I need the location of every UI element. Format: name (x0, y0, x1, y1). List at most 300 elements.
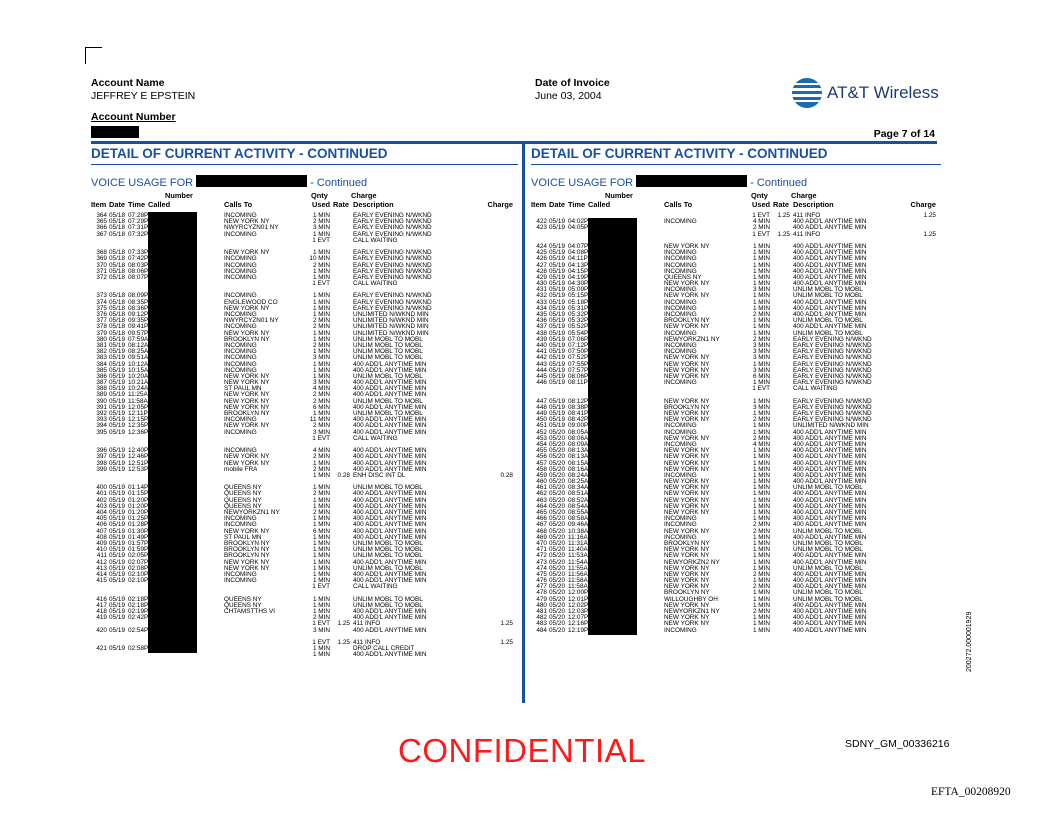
date-cell: 05/19 (549, 311, 565, 318)
item-cell: 426 (536, 255, 547, 263)
time-cell: 12:01P (568, 595, 589, 603)
date-cell: 05/20 (549, 533, 565, 541)
description-cell: 411 INFO (793, 212, 821, 219)
time-cell: 05:31P (568, 304, 589, 312)
left-column (91, 146, 518, 659)
item-cell: 480 (536, 601, 547, 609)
used-cell: 2 MIN (752, 608, 770, 615)
voice-usage-heading (531, 175, 941, 189)
calls-to-cell: BROOKLYN NY (664, 589, 710, 597)
item-cell: 428 (536, 267, 547, 275)
description-cell: 400 ADD'L ANYTIME MIN (353, 403, 427, 411)
called-number-redaction (148, 212, 197, 653)
item-cell: 366 (96, 224, 107, 232)
date-cell: 05/19 (109, 608, 125, 615)
used-cell: 4 MIN (312, 447, 330, 455)
time-cell: 08:13A (568, 447, 589, 455)
date-cell: 05/19 (109, 403, 125, 411)
used-cell: 1 MIN (312, 459, 330, 467)
used-cell: 3 MIN (752, 366, 770, 374)
description-cell: ENH DISC INT DL (353, 471, 406, 479)
used-cell: 1 EVT (752, 230, 770, 238)
description-cell: 400 ADD'L ANYTIME MIN (793, 583, 867, 591)
date-cell: 05/18 (109, 261, 125, 269)
used-cell: 3 MIN (312, 354, 330, 362)
time-cell: 09:00P (568, 422, 589, 430)
item-cell: 416 (96, 595, 107, 603)
date-cell: 05/20 (549, 577, 565, 585)
date-cell: 05/19 (109, 527, 125, 535)
voice-usage-label: VOICE USAGE FOR (531, 177, 634, 189)
used-cell: 1 MIN (752, 509, 770, 516)
date-cell: 05/18 (109, 329, 125, 337)
item-cell: 372 (96, 273, 107, 281)
description-cell: 400 ADD'L ANYTIME MIN (353, 496, 427, 504)
item-cell: 406 (96, 521, 107, 529)
calls-to-cell: INCOMING (664, 515, 697, 523)
time-cell: 01:20P (128, 502, 149, 510)
date-cell: 05/19 (109, 645, 125, 653)
time-cell: 05:18P (568, 298, 589, 306)
item-cell: 371 (96, 267, 107, 275)
confidential-stamp: CONFIDENTIAL (398, 732, 647, 769)
description-cell: EARLY EVENING N/WKND (353, 218, 432, 226)
calls-to-cell: NEW YORK NY (664, 459, 710, 467)
item-cell: 465 (536, 509, 547, 516)
description-cell: UNLIMITED N/WKND MIN (353, 311, 429, 318)
date-cell: 05/19 (109, 341, 125, 349)
calls-to-cell: NEW YORK NY (664, 552, 710, 560)
date-cell: 05/18 (109, 212, 125, 219)
date-cell: 05/20 (549, 626, 565, 634)
date-cell: 05/19 (109, 595, 125, 603)
date-cell: 05/20 (549, 558, 565, 566)
charge-cell: 1.25 (923, 230, 936, 238)
calls-to-cell: NEWYORKZN1 NY (664, 335, 720, 343)
used-cell: 1 MIN (312, 645, 330, 653)
time-cell: 04:19P (568, 273, 589, 281)
item-cell: 419 (96, 614, 107, 622)
date-cell: 05/18 (109, 311, 125, 318)
date-cell: 05/19 (109, 509, 125, 516)
description-cell: 400 ADD'L ANYTIME MIN (353, 447, 427, 455)
date-cell: 05/20 (549, 546, 565, 554)
date-cell: 05/20 (549, 459, 565, 467)
att-wireless-logo (792, 78, 939, 108)
used-cell: 2 MIN (752, 570, 770, 578)
calls-to-cell: QUEENS NY (224, 601, 262, 609)
account-number-redaction (91, 126, 139, 138)
date-cell: 05/19 (549, 366, 565, 374)
time-cell: 12:15P (128, 416, 149, 424)
used-cell: 2 MIN (312, 509, 330, 516)
calls-to-cell: INCOMING (224, 570, 257, 578)
used-cell: 1 MIN (752, 471, 770, 479)
description-cell: 400 ADD'L ANYTIME MIN (353, 570, 427, 578)
item-cell: 401 (96, 490, 107, 498)
used-cell: 1 MIN (752, 496, 770, 504)
time-cell: 11:54A (568, 558, 588, 566)
description-cell: UNLIM MOBL TO MOBL (793, 589, 863, 597)
calls-to-cell: NEW YORK NY (664, 360, 710, 368)
description-cell: 400 ADD'L ANYTIME MIN (793, 496, 867, 504)
used-cell: 2 MIN (312, 261, 330, 269)
calls-to-cell: QUEENS NY (664, 273, 702, 281)
time-cell: 05:32P (568, 311, 589, 318)
calls-to-cell: NEW YORK NY (224, 459, 270, 467)
time-cell: 07:31P (128, 224, 149, 232)
called-number-redaction (588, 218, 637, 635)
description-cell: 400 ADD'L ANYTIME MIN (353, 459, 427, 467)
calls-to-cell: NEW YORK NY (224, 397, 270, 405)
description-cell: UNLIM MOBL TO MOBL (793, 546, 863, 554)
item-cell: 482 (536, 614, 547, 622)
used-cell: 1 MIN (752, 539, 770, 547)
date-cell: 05/19 (549, 261, 565, 269)
item-cell: 404 (96, 509, 107, 516)
item-cell: 368 (96, 249, 107, 257)
time-cell: 04:08P (568, 249, 589, 257)
description-cell: EARLY EVENING N/WKND (353, 212, 432, 219)
date-cell: 05/19 (109, 366, 125, 374)
used-cell: 1 MIN (312, 335, 330, 343)
item-cell: 463 (536, 496, 547, 504)
time-cell: 04:07P (568, 242, 589, 250)
date-cell: 05/18 (109, 249, 125, 257)
calls-to-cell: INCOMING (224, 261, 257, 269)
time-cell: 08:35P (128, 298, 149, 306)
used-cell: 2 MIN (312, 341, 330, 349)
item-cell: 459 (536, 471, 547, 479)
item-cell: 381 (96, 341, 107, 349)
calls-to-cell: INCOMING (224, 416, 257, 424)
item-cell: 417 (96, 601, 107, 609)
used-cell: 2 MIN (312, 397, 330, 405)
used-cell: 1 MIN (752, 564, 770, 572)
date-cell: 05/19 (549, 379, 565, 387)
item-cell: 403 (96, 502, 107, 510)
item-cell: 467 (536, 521, 547, 529)
date-cell: 05/19 (549, 280, 565, 288)
calls-to-cell: NEW YORK NY (664, 478, 710, 486)
calls-to-cell: NEW YORK NY (664, 280, 710, 288)
date-cell: 05/18 (109, 304, 125, 312)
used-cell: 6 MIN (752, 372, 770, 380)
charge-cell: 1.25 (923, 212, 936, 219)
calls-to-cell: NEW YORK NY (664, 601, 710, 609)
date-cell: 05/18 (109, 230, 125, 238)
time-cell: 07:42P (128, 255, 149, 263)
date-cell: 05/19 (109, 465, 125, 473)
time-cell: 02:18P (128, 601, 149, 609)
calls-to-cell: INCOMING (664, 304, 697, 312)
used-cell: 1 MIN (752, 360, 770, 368)
date-cell: 05/19 (109, 614, 125, 622)
calls-to-cell: NEW YORK NY (224, 422, 270, 430)
used-cell: 1 MIN (752, 323, 770, 331)
calls-to-cell: QUEENS NY (224, 502, 262, 510)
description-cell: EARLY EVENING N/WKND (793, 379, 872, 387)
used-cell: 2 MIN (752, 434, 770, 442)
used-cell: 6 MIN (312, 403, 330, 411)
description-cell: 400 ADD'L ANYTIME MIN (793, 478, 867, 486)
description-cell: 411 INFO (793, 230, 821, 238)
item-cell: 420 (96, 626, 107, 634)
item-cell: 385 (96, 366, 107, 374)
used-cell: 10 MIN (309, 255, 330, 263)
date-cell: 05/18 (109, 267, 125, 275)
calls-to-cell: NEW YORK NY (224, 372, 270, 380)
time-cell: 08:03P (128, 261, 149, 269)
description-cell: 400 ADD'L ANYTIME MIN (793, 311, 867, 318)
description-cell: 400 ADD'L ANYTIME MIN (793, 465, 867, 473)
date-cell: 05/20 (549, 570, 565, 578)
description-cell: UNLIM MOBL TO MOBL (353, 564, 423, 572)
calls-to-cell: NEW YORK NY (664, 527, 710, 535)
used-cell: 2 MIN (752, 521, 770, 529)
description-cell: 400 ADD'L ANYTIME MIN (793, 577, 867, 585)
time-cell: 12:46P (128, 453, 149, 461)
time-cell: 12:35P (128, 422, 149, 430)
calls-to-cell: QUEENS NY (224, 484, 262, 492)
time-cell: 04:13P (568, 261, 589, 269)
time-cell: 08:38P (568, 403, 589, 411)
calls-to-cell: NEW YORK NY (664, 502, 710, 510)
date-cell: 05/19 (549, 416, 565, 424)
description-cell: CALL WAITING (353, 280, 398, 288)
item-cell: 471 (536, 546, 547, 554)
description-cell: UNLIM MOBL TO MOBL (793, 286, 863, 294)
date-cell: 05/19 (549, 286, 565, 294)
calls-to-cell: NEW YORK NY (664, 496, 710, 504)
description-cell: CALL WAITING (353, 236, 398, 244)
date-cell: 05/19 (109, 453, 125, 461)
section-underline (531, 164, 941, 165)
item-cell: 437 (536, 323, 547, 331)
date-cell: 05/19 (109, 391, 125, 399)
calls-to-cell: NEW YORK NY (664, 410, 710, 417)
time-cell: 04:30P (568, 280, 589, 288)
date-cell: 05/19 (549, 249, 565, 257)
time-cell: 08:09P (128, 292, 149, 300)
col-date: Date (549, 200, 566, 209)
col-time: Time (128, 200, 146, 209)
calls-to-cell: INCOMING (664, 379, 697, 387)
calls-to-cell: QUEENS NY (224, 595, 262, 603)
used-cell: 1 MIN (312, 595, 330, 603)
used-cell: 1 MIN (312, 372, 330, 380)
description-cell: UNLIM MOBL TO MOBL (353, 341, 423, 349)
calls-to-cell: NEW YORK NY (664, 564, 710, 572)
calls-to-cell: ST PAUL MN (224, 385, 262, 393)
time-cell: 07:52P (568, 354, 589, 362)
item-cell: 446 (536, 379, 547, 387)
item-cell: 365 (96, 218, 107, 226)
used-cell: 1 MIN (752, 490, 770, 498)
description-cell: 411 INFO (353, 638, 381, 646)
calls-to-cell: BROOKLYN NY (224, 539, 270, 547)
description-cell: EARLY EVENING N/WKND (793, 410, 872, 417)
time-cell: 10:24A (128, 385, 149, 393)
calls-to-cell: NWYRCYZN01 NY (224, 224, 279, 232)
used-cell: 1 MIN (752, 620, 770, 628)
calls-to-cell: BROOKLYN NY (664, 403, 710, 411)
calls-to-cell: INCOMING (224, 447, 257, 455)
date-cell: 05/19 (549, 224, 565, 232)
date-cell: 05/20 (549, 496, 565, 504)
item-cell: 443 (536, 360, 547, 368)
time-cell: 12:03P (568, 608, 589, 615)
time-cell: 09:12P (128, 311, 149, 318)
date-cell: 05/19 (549, 218, 565, 226)
used-cell: 1 MIN (752, 273, 770, 281)
calls-to-cell: INCOMING (664, 329, 697, 337)
used-cell: 1 MIN (312, 267, 330, 275)
description-cell: 400 ADD'L ANYTIME MIN (793, 323, 867, 331)
time-cell: 09:46A (568, 521, 589, 529)
item-cell: 395 (96, 428, 107, 436)
item-cell: 415 (96, 577, 107, 585)
description-cell: UNLIM MOBL TO MOBL (793, 564, 863, 572)
used-cell: 1 MIN (312, 360, 330, 368)
item-cell: 458 (536, 465, 547, 473)
time-cell: 07:29P (128, 218, 149, 226)
col-charge-top: Charge (351, 191, 377, 200)
account-block (91, 77, 195, 142)
calls-to-cell: INCOMING (664, 298, 697, 306)
date-cell: 05/20 (549, 428, 565, 436)
time-cell: 08:25A (568, 478, 589, 486)
description-cell: CALL WAITING (793, 385, 838, 393)
date-cell: 05/18 (109, 273, 125, 281)
description-cell: EARLY EVENING N/WKND (353, 249, 432, 257)
time-cell: 12:36P (128, 428, 149, 436)
used-cell: 1 MIN (312, 484, 330, 492)
used-cell: 2 MIN (312, 218, 330, 226)
date-cell: 05/19 (109, 410, 125, 417)
rate-cell: 0.28 (337, 471, 350, 479)
description-cell: EARLY EVENING N/WKND (793, 372, 872, 380)
item-cell: 410 (96, 546, 107, 554)
item-cell: 386 (96, 372, 107, 380)
section-title: DETAIL OF CURRENT ACTIVITY - CONTINUED (91, 146, 388, 161)
time-cell: 05:32P (568, 317, 589, 325)
time-cell: 11:58A (568, 583, 588, 591)
charge-cell: 1.25 (500, 620, 513, 628)
date-cell: 05/19 (109, 577, 125, 585)
item-cell: 468 (536, 527, 547, 535)
calls-to-cell: INCOMING (664, 249, 697, 257)
date-cell: 05/18 (109, 218, 125, 226)
description-cell: 400 ADD'L ANYTIME MIN (353, 558, 427, 566)
time-cell: 01:25P (128, 515, 149, 523)
used-cell: 2 MIN (312, 465, 330, 473)
used-cell: 1 MIN (752, 558, 770, 566)
used-cell: 1 MIN (752, 447, 770, 455)
date-cell: 05/19 (109, 484, 125, 492)
time-cell: 07:57P (568, 366, 589, 374)
time-cell: 11:56A (568, 570, 588, 578)
item-cell: 397 (96, 453, 107, 461)
description-cell: EARLY EVENING N/WKND (353, 304, 432, 312)
description-cell: UNLIM MOBL TO MOBL (353, 552, 423, 560)
time-cell: 12:05P (128, 403, 149, 411)
description-cell: 400 ADD'L ANYTIME MIN (793, 570, 867, 578)
used-cell: 1 MIN (312, 515, 330, 523)
used-cell: 1 MIN (312, 292, 330, 300)
item-cell: 429 (536, 273, 547, 281)
used-cell: 3 MIN (312, 224, 330, 232)
time-cell: 08:05A (568, 428, 589, 436)
date-cell: 05/18 (109, 224, 125, 232)
time-cell: 08:09A (568, 440, 589, 448)
used-cell: 2 MIN (312, 323, 330, 331)
item-cell: 434 (536, 304, 547, 312)
used-cell: 1 MIN (752, 533, 770, 541)
used-cell: 1 MIN (752, 478, 770, 486)
calls-to-cell: INCOMING (224, 255, 257, 263)
date-cell: 05/19 (109, 570, 125, 578)
time-cell: 08:51A (568, 490, 589, 498)
item-cell: 380 (96, 335, 107, 343)
continued-label: - Continued (750, 177, 808, 189)
description-cell: 400 ADD'L ANYTIME MIN (793, 267, 867, 275)
voice-usage-label: VOICE USAGE FOR (91, 177, 194, 189)
item-cell: 391 (96, 403, 107, 411)
crop-mark (85, 47, 102, 64)
calls-to-cell: NEW YORK NY (664, 416, 710, 424)
description-cell: 400 ADD'L ANYTIME MIN (353, 366, 427, 374)
used-cell: 1 MIN (312, 552, 330, 560)
date-cell: 05/20 (549, 440, 565, 448)
date-cell: 05/19 (109, 533, 125, 541)
calls-to-cell: INCOMING (664, 422, 697, 430)
description-cell: 400 ADD'L ANYTIME MIN (353, 614, 427, 622)
section-title: DETAIL OF CURRENT ACTIVITY - CONTINUED (531, 146, 828, 161)
item-cell: 387 (96, 379, 107, 387)
item-cell: 394 (96, 422, 107, 430)
item-cell: 462 (536, 490, 547, 498)
item-cell: 470 (536, 539, 547, 547)
date-cell: 05/19 (109, 539, 125, 547)
used-cell: 1 MIN (312, 539, 330, 547)
item-cell: 430 (536, 280, 547, 288)
description-cell: 400 ADD'L ANYTIME MIN (793, 502, 867, 510)
description-cell: EARLY EVENING N/WKND (353, 261, 432, 269)
calls-to-cell: NEW YORK NY (224, 391, 270, 399)
item-cell: 421 (96, 645, 107, 653)
description-cell: EARLY EVENING N/WKND (353, 292, 432, 300)
time-cell: 08:06P (128, 267, 149, 275)
item-cell: 384 (96, 360, 107, 368)
description-cell: 400 ADD'L ANYTIME MIN (793, 242, 867, 250)
col-rate: Rate (333, 200, 350, 209)
time-cell: 08:36P (128, 304, 149, 312)
date-cell: 05/18 (109, 292, 125, 300)
item-cell: 425 (536, 249, 547, 257)
used-cell: 1 MIN (312, 249, 330, 257)
description-cell: 400 ADD'L ANYTIME MIN (793, 261, 867, 269)
item-cell: 473 (536, 558, 547, 566)
description-cell: UNLIM MOBL TO MOBL (353, 354, 423, 362)
used-cell: 1 MIN (312, 608, 330, 615)
used-cell: 3 MIN (752, 348, 770, 356)
col-item: Item (531, 200, 547, 209)
item-cell: 411 (96, 552, 107, 560)
time-cell: 08:54A (568, 502, 589, 510)
date-cell: 05/19 (109, 546, 125, 554)
calls-to-cell: NEW YORK NY (224, 527, 270, 535)
